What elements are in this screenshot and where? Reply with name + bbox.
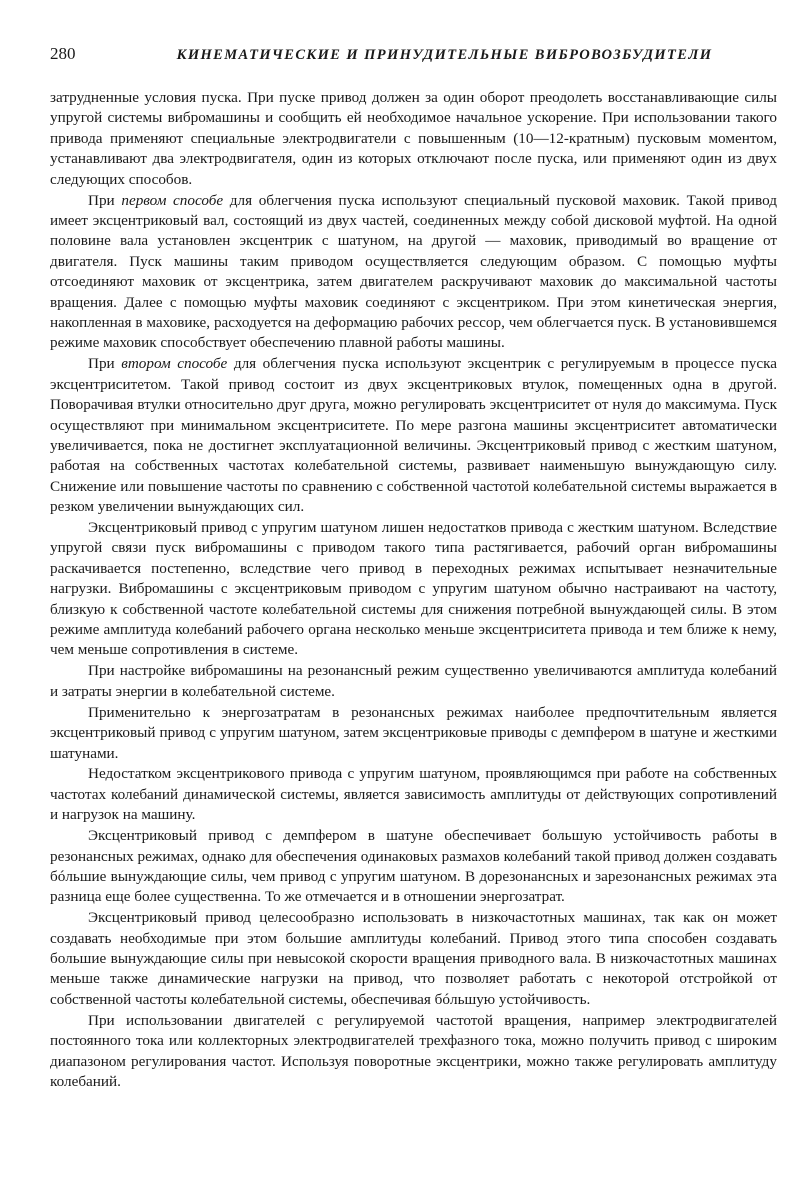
page-header <box>50 44 777 74</box>
paragraph-9: Эксцентриковый привод целесообразно использовать в низкочастотных машинах, так как он может создавать необходимые при этом большие амплитуды колебаний. Привод этого типа способен создавать большие вынуждающие силы при невысокой скорости вращения приводного вала. В низкочастотных машинах меньше также динамические нагрузки на привод, что позволяет работать с некоторой отстройкой от собственной частоты колебательной системы, обеспечивая бóльшую устойчивость. <box>50 909 777 1008</box>
emphasis-second-method: втором способе <box>121 355 228 373</box>
book-page <box>50 44 777 1092</box>
page-number: 280 <box>50 44 76 63</box>
emphasis-first-method: первом способе <box>121 191 224 209</box>
paragraph-2: При первом способе для облегчения пуска используют специальный пусковой маховик. Такой привод имеет эксцентриковый вал, состоящий из двух частей, соединенных между собой дисковой муфтой. На одной половине вала установлен эксцентрик с шатуном, на другой — маховик, приводимый во вращение от двигателя. Пуск машины таким приводом осуществляется следующим образом. С помощью муфты отсоединяют маховик от эксцентрика, затем двигателем раскручивают маховик до максимальной частоты вращения. Далее с помощью муфты маховик соединяют с эксцентриком. При этом кинетическая энергия, накопленная в маховике, расходуется на деформацию рабочих рессор, чем облегчается пуск. В установившемся режиме маховик способствует обеспечению плавной работы машины. <box>50 191 777 352</box>
paragraph-7: Недостатком эксцентрикового привода с упругим шатуном, проявляющимся при работе на собственных частотах колебаний динамической системы, является зависимость амплитуды от действующих сопротивлений и нагрузок на машину. <box>50 765 777 824</box>
paragraph-8: Эксцентриковый привод с демпфером в шатуне обеспечивает большую устойчивость работы в резонансных режимах, однако для обеспечения одинаковых размахов колебаний такой привод должен создавать бóльшие вынуждающие силы, чем привод с упругим шатуном. В дорезонансных и зарезонансных режимах эта разница еще более существенна. То же отмечается и в отношении энергозатрат. <box>50 827 777 906</box>
paragraph-6: Применительно к энергозатратам в резонансных режимах наиболее предпочтительным является эксцентриковый привод с упругим шатуном, затем эксцентриковые приводы с демпфером в шатуне и жесткими шатунами. <box>50 703 777 762</box>
running-title: КИНЕМАТИЧЕСКИЕ И ПРИНУДИТЕЛЬНЫЕ ВИБРОВОЗБУДИТЕЛИ <box>176 47 713 63</box>
paragraph-1: затрудненные условия пуска. При пуске привод должен за один оборот преодолеть восстанавливающие силы упругой системы вибромашины и сообщить ей необходимое начальное ускорение. При использовании такого привода применяют специальные электродвигатели с повышенным (10—12-кратным) пусковым моментом, устанавливают два электродвигателя, один из которых отключают после пуска, или применяют один из двух следующих способов. <box>50 89 777 188</box>
body-text <box>50 88 777 1092</box>
paragraph-5: При настройке вибромашины на резонансный режим существенно увеличиваются амплитуда колебаний и затраты энергии в колебательной системе. <box>50 662 777 700</box>
paragraph-4: Эксцентриковый привод с упругим шатуном лишен недостатков привода с жестким шатуном. Вследствие упругой связи пуск вибромашины с приводом такого типа растягивается, рабочий орган вибромашины раскачивается постепенно, вследствие чего привод в переходных режимах испытывает незначительные нагрузки. Вибромашины с эксцентриковым приводом с упругим шатуном обычно настраивают на частоту, близкую к собственной частоте колебательной системы для снижения потребной вынуждающей силы. В этом режиме амплитуда колебаний рабочего органа несколько меньше эксцентриситета привода и тем ближе к нему, чем меньше сопротивления в системе. <box>50 519 777 659</box>
paragraph-3: При втором способе для облегчения пуска используют эксцентрик с регулируемым в процессе пуска эксцентриситетом. Такой привод состоит из двух эксцентриковых втулок, помещенных одна в другой. Поворачивая втулки относительно друг друга, можно регулировать эксцентриситет от нуля до максимума. Пуск осуществляют при минимальном эксцентриситете. По мере разгона машины эксцентриситет автоматически увеличивается, пока не достигнет эксплуатационной величины. Эксцентриковый привод с жестким шатуном, работая на собственных частотах колебательной системы, развивает наименьшую вынуждающую силу. Снижение или повышение частоты по сравнению с собственной частотой колебательной системы выражается в резком увеличении вынуждающих сил. <box>50 355 777 516</box>
paragraph-10: При использовании двигателей с регулируемой частотой вращения, например электродвигателей постоянного тока или коллекторных электродвигателей трехфазного тока, можно получить привод с широким диапазоном регулирования частот. Используя поворотные эксцентрики, можно также регулировать амплитуду колебаний. <box>50 1011 777 1090</box>
